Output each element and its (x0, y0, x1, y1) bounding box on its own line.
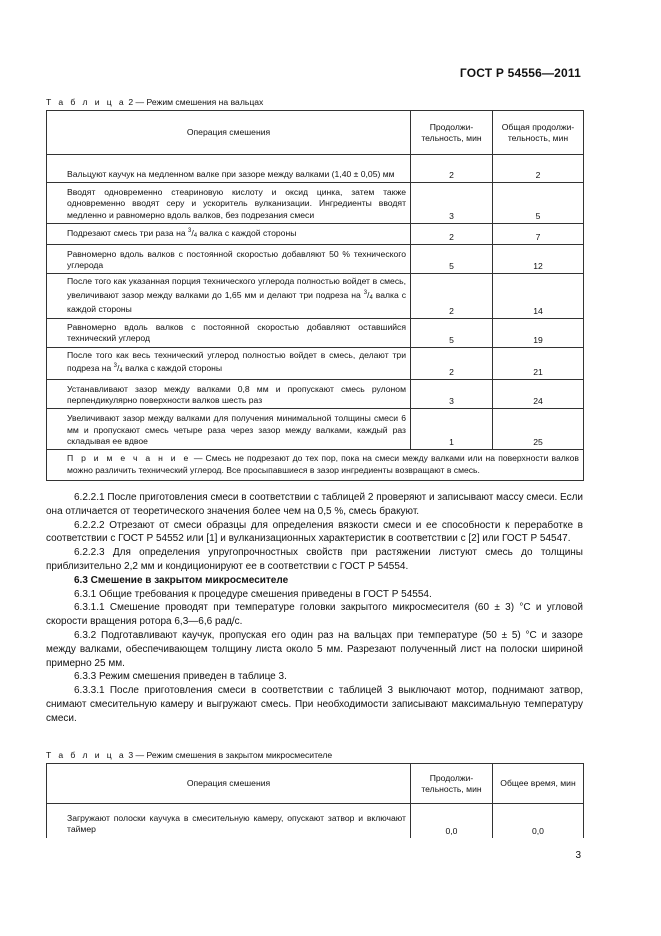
total-cell: 2 (493, 155, 584, 183)
table-row (47, 224, 584, 245)
table-row (47, 155, 584, 183)
operation-cell: Загружают полоски каучука в смесительную камеру, опускают затвор и включают таймер (47, 804, 411, 838)
duration-cell: 0,0 (411, 804, 493, 838)
operation-cell: Вальцуют каучук на медленном валке при зазоре между валками (1,40 ± 0,05) мм (47, 155, 411, 183)
operation-text: валка с каждой стороны (122, 363, 223, 374)
table2-caption-text: 2 — Режим смешения на вальцах (126, 97, 264, 107)
operation-text: После того как указанная порция технического углерода полностью войдет в смесь, увеличивают зазор между валками до 1,65 мм и делают три подреза на (67, 276, 406, 300)
duration-cell: 2 (411, 274, 493, 318)
duration-cell: 2 (411, 224, 493, 245)
table2-caption-word: Т а б л и ц а (46, 97, 126, 107)
operation-cell: Устанавливают зазор между валками 0,8 мм и пропускают смесь рулоном перпендикулярно поверхности валков шесть раз (47, 380, 411, 409)
duration-cell: 3 (411, 380, 493, 409)
paragraph: 6.3.1 Общие требования к процедуре смешения приведены в ГОСТ Р 54554. (74, 588, 432, 600)
total-cell: 24 (493, 380, 584, 409)
total-cell: 19 (493, 318, 584, 347)
fraction-numerator: 3 (363, 289, 368, 296)
table3-header-row (47, 764, 584, 804)
paragraph: 6.2.2.2 Отрезают от смеси образцы для определения вязкости смеси и ее способности к переработке в соответствии с ГОСТ Р 54552 или [1] и вулканизационных характеристик в соответствии с [2] или ГОСТ Р 54547. (46, 519, 583, 545)
table2-col-operation: Операция смешения (47, 111, 411, 155)
table3-col-operation: Операция смешения (47, 764, 411, 804)
paragraph: 6.2.2.3 Для определения упругопрочностных свойств при растяжении листуют смесь до толщины приблизительно 2,2 мм и кондиционируют ее в соответствии с ГОСТ Р 54554. (46, 547, 583, 572)
total-cell: 12 (493, 245, 584, 274)
total-cell: 14 (493, 274, 584, 318)
table2-note (47, 450, 584, 480)
fraction-denominator: 4 (369, 294, 373, 301)
fraction-denominator: 4 (193, 233, 198, 239)
operation-text: валка с каждой стороны (197, 228, 297, 238)
fraction-denominator: 4 (119, 368, 123, 375)
operation-cell: После того как весь технический углерод полностью войдет в смесь, делают три подреза на $^3/_4$ валка с каждой стороны (47, 347, 411, 380)
table-row (47, 380, 584, 409)
table-row (47, 347, 584, 380)
total-cell: 5 (493, 183, 584, 224)
paragraph: 6.3.3 Режим смешения приведен в таблице 3. (74, 671, 287, 683)
table-row (47, 804, 584, 838)
duration-cell: 2 (411, 155, 493, 183)
note-text: — Смесь не подрезают до тех пор, пока на смеси между валками или на поверхности валков можно различить технический углерод. Все просыпавшиеся в зазор ингредиенты возвращают в смесь. (67, 453, 579, 476)
note-word: П р и м е ч а н и е (67, 453, 191, 464)
total-cell: 0,0 (493, 804, 584, 838)
operation-cell: Равномерно вдоль валков с постоянной скоростью добавляют оставшийся технический углерод (47, 318, 411, 347)
operation-cell: Подрезают смесь три раза на $^3/_4$ валка с каждой стороны (47, 224, 411, 245)
section-heading: 6.3 Смешение в закрытом микросмесителе (74, 574, 289, 586)
duration-cell: 2 (411, 347, 493, 380)
operation-cell: Вводят одновременно стеариновую кислоту и оксид цинка, затем также одновременно вводят серу и ускоритель вулканизации. Ингредиенты вводят медленно и равномерно вдоль валков, без подрезания смеси (47, 183, 411, 224)
duration-cell: 3 (411, 183, 493, 224)
paragraph: 6.3.3.1 После приготовления смеси в соответствии с таблицей 3 выключают мотор, поднимают затвор, снимают смесительную камеру и выгружают смесь. При необходимости записывают максимальную температуру смеси. (46, 685, 583, 724)
operation-cell: После того как указанная порция технического углерода полностью войдет в смесь, увеличивают зазор между валками до 1,65 мм и делают три подреза на $^3/_4$ валка с каждой стороны (47, 274, 411, 318)
table2-header-row (47, 111, 584, 155)
operation-text: валка с каждой стороны (67, 289, 406, 315)
table3-col-duration: Продолжи-тельность, мин (411, 764, 493, 804)
total-cell: 21 (493, 347, 584, 380)
table2 (46, 110, 584, 481)
table-row (47, 318, 584, 347)
fraction-numerator: 3 (113, 363, 117, 370)
page-number: 3 (575, 850, 581, 861)
table2-col-duration: Продолжи-тельность, мин (411, 111, 493, 155)
body-text (46, 491, 583, 726)
table3-caption (46, 750, 332, 760)
total-cell: 7 (493, 224, 584, 245)
paragraph: 6.2.2.1 После приготовления смеси в соответствии с таблицей 2 проверяют и записывают массу смеси. Если она отличается от теоретического значения более чем на 0,5 %, смесь бракуют. (46, 492, 583, 517)
duration-cell: 1 (411, 409, 493, 450)
table2-caption (46, 97, 263, 107)
operation-cell: Равномерно вдоль валков с постоянной скоростью добавляют 50 % технического углерода (47, 245, 411, 274)
document-id: ГОСТ Р 54556—2011 (459, 66, 581, 80)
total-cell: 25 (493, 409, 584, 450)
table3-caption-word: Т а б л и ц а (46, 750, 126, 760)
table-row (47, 409, 584, 450)
table3-col-total: Общее время, мин (493, 764, 584, 804)
duration-cell: 5 (411, 318, 493, 347)
table3 (46, 763, 584, 838)
operation-text: Подрезают смесь три раза на (67, 228, 188, 238)
fraction-numerator: 3 (187, 228, 192, 234)
paragraph: 6.3.1.1 Смешение проводят при температуре головки закрытого микросмесителя (60 ± 3) °С и угловой скорости вращения ротора 6,3—6,6 рад/с. (46, 602, 583, 628)
table-row (47, 274, 584, 318)
table-row (47, 245, 584, 274)
duration-cell: 5 (411, 245, 493, 274)
table3-caption-text: 3 — Режим смешения в закрытом микросмесителе (126, 750, 333, 760)
table2-col-total: Общая продолжи-тельность, мин (493, 111, 584, 155)
table2-note-row (47, 450, 584, 480)
operation-text: После того как весь технический углерод полностью войдет в смесь, делают три подреза на (67, 349, 406, 374)
table-row (47, 183, 584, 224)
paragraph: 6.3.2 Подготавливают каучук, пропуская его один раз на вальцах при температуре (50 ± 5) °С и зазоре между валками, обеспечивающем толщину листа около 5 мм. Разрезают полученный лист на полоски шириной примерно 25 мм. (46, 629, 583, 669)
operation-cell: Увеличивают зазор между валками для получения минимальной толщины смеси 6 мм и пропускают смесь четыре раза через зазор между валками, каждый раз складывая ее вдвое (47, 409, 411, 450)
